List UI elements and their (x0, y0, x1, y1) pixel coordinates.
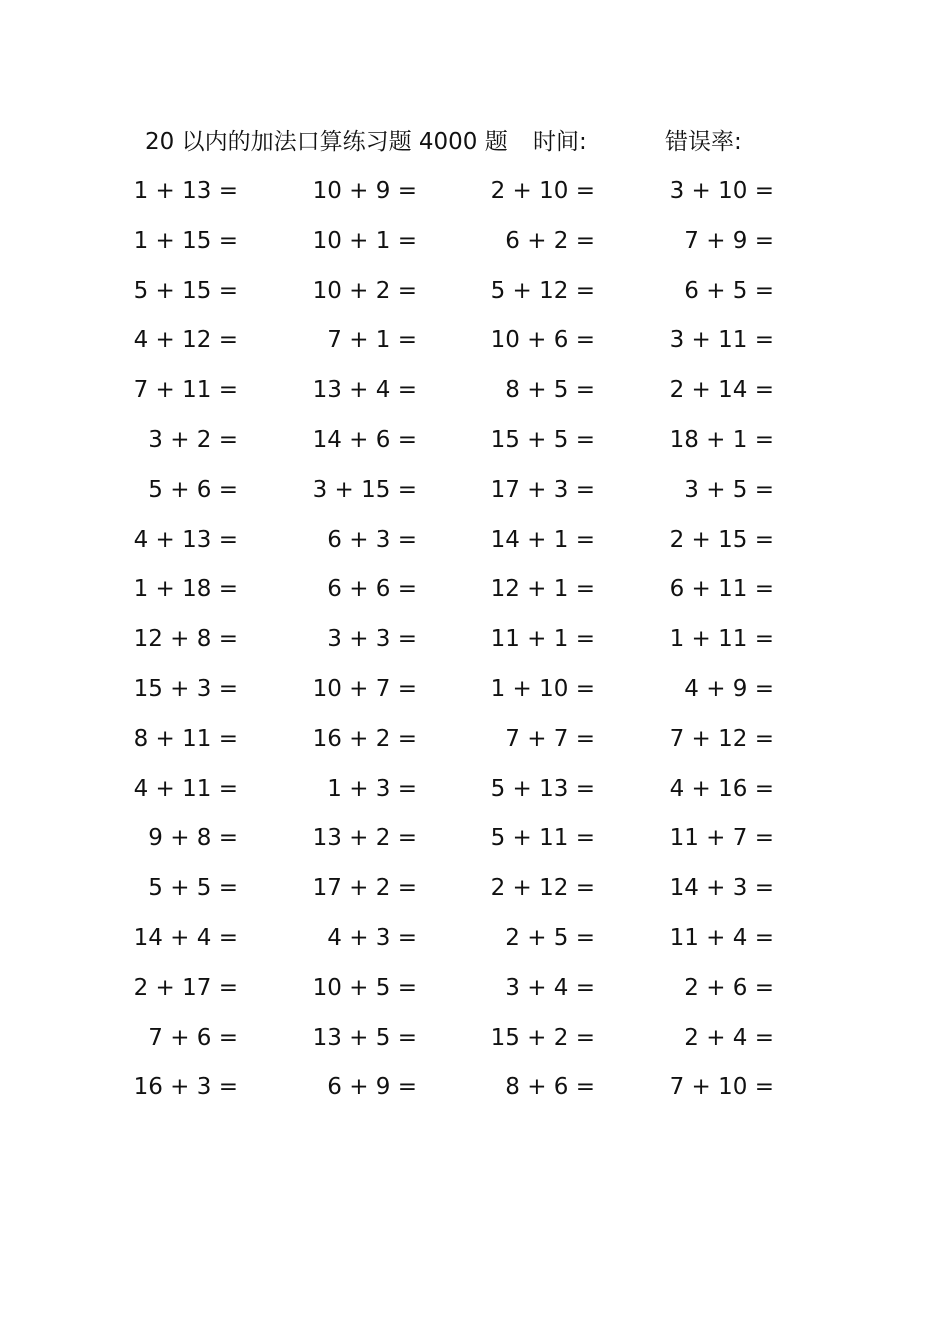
problem-item: 7 + 12 = (669, 725, 774, 752)
problem-item: 7 + 11 = (133, 377, 238, 404)
problem-item: 16 + 3 = (133, 1074, 238, 1101)
problem-item: 15 + 5 = (490, 426, 595, 453)
problem-item: 14 + 6 = (312, 426, 417, 453)
problem-item: 18 + 1 = (669, 426, 774, 453)
problem-row (0, 572, 950, 622)
problem-item: 11 + 1 = (490, 626, 595, 653)
problem-item: 4 + 3 = (327, 924, 417, 951)
problem-item: 3 + 2 = (148, 426, 238, 453)
problem-row (0, 274, 950, 324)
problem-item: 10 + 7 = (312, 675, 417, 702)
problem-item: 3 + 15 = (312, 476, 417, 503)
problem-item: 11 + 4 = (669, 924, 774, 951)
problem-item: 7 + 10 = (669, 1074, 774, 1101)
problem-row (0, 971, 950, 1021)
problem-item: 7 + 6 = (148, 1024, 238, 1051)
problem-row (0, 523, 950, 573)
problem-item: 3 + 10 = (669, 178, 774, 204)
problem-item: 2 + 12 = (490, 875, 595, 902)
problem-item: 4 + 12 = (133, 327, 238, 354)
problem-item: 13 + 2 = (312, 825, 417, 852)
problem-item: 13 + 4 = (312, 377, 417, 404)
problem-item: 2 + 4 = (684, 1024, 774, 1051)
problem-item: 7 + 9 = (684, 227, 774, 254)
problem-item: 6 + 3 = (327, 526, 417, 553)
problem-item: 6 + 11 = (669, 576, 774, 603)
problem-row (0, 373, 950, 423)
problem-item: 10 + 6 = (490, 327, 595, 354)
problem-row (0, 423, 950, 473)
problem-row (0, 1021, 950, 1071)
problem-item: 2 + 6 = (684, 974, 774, 1001)
problem-row (0, 672, 950, 722)
problem-row (0, 821, 950, 871)
problem-row (0, 174, 950, 224)
problem-item: 17 + 2 = (312, 875, 417, 902)
problem-item: 3 + 4 = (505, 974, 595, 1001)
problem-item: 6 + 9 = (327, 1074, 417, 1101)
problem-item: 9 + 8 = (148, 825, 238, 852)
problem-item: 12 + 1 = (490, 576, 595, 603)
problem-item: 2 + 5 = (505, 924, 595, 951)
problem-row (0, 323, 950, 373)
problem-row (0, 473, 950, 523)
problem-item: 6 + 6 = (327, 576, 417, 603)
problem-item: 3 + 3 = (327, 626, 417, 653)
problem-item: 4 + 16 = (669, 775, 774, 802)
problem-item: 4 + 9 = (684, 675, 774, 702)
problem-item: 1 + 10 = (490, 675, 595, 702)
problem-row (0, 921, 950, 971)
problem-item: 6 + 5 = (684, 277, 774, 304)
problem-item: 5 + 5 = (148, 875, 238, 902)
problem-item: 12 + 8 = (133, 626, 238, 653)
problem-item: 10 + 1 = (312, 227, 417, 254)
problem-row (0, 224, 950, 274)
problem-item: 4 + 13 = (133, 526, 238, 553)
problem-item: 1 + 11 = (669, 626, 774, 653)
problem-item: 1 + 18 = (133, 576, 238, 603)
problem-item: 10 + 5 = (312, 974, 417, 1001)
problem-item: 16 + 2 = (312, 725, 417, 752)
problem-row (0, 1070, 950, 1120)
problem-item: 8 + 6 = (505, 1074, 595, 1101)
problem-item: 11 + 7 = (669, 825, 774, 852)
problem-item: 4 + 11 = (133, 775, 238, 802)
problem-item: 3 + 5 = (684, 476, 774, 503)
problem-item: 5 + 11 = (490, 825, 595, 852)
problem-item: 3 + 11 = (669, 327, 774, 354)
problem-item: 15 + 2 = (490, 1024, 595, 1051)
error-rate-label: 错误率: (665, 129, 742, 155)
problem-item: 17 + 3 = (490, 476, 595, 503)
problem-row (0, 772, 950, 822)
problem-item: 7 + 1 = (327, 327, 417, 354)
problem-item: 10 + 9 = (312, 178, 417, 204)
problem-item: 5 + 12 = (490, 277, 595, 304)
time-label: 时间: (533, 129, 587, 155)
problem-item: 5 + 13 = (490, 775, 595, 802)
problem-item: 7 + 7 = (505, 725, 595, 752)
problem-item: 1 + 3 = (327, 775, 417, 802)
problem-row (0, 722, 950, 772)
problem-item: 8 + 5 = (505, 377, 595, 404)
worksheet-header (145, 126, 785, 158)
problem-grid (0, 174, 950, 1120)
problem-row (0, 871, 950, 921)
problem-item: 6 + 2 = (505, 227, 595, 254)
worksheet-title: 20 以内的加法口算练习题 4000 题 (145, 129, 508, 155)
problem-item: 2 + 14 = (669, 377, 774, 404)
problem-item: 14 + 1 = (490, 526, 595, 553)
problem-item: 5 + 15 = (133, 277, 238, 304)
problem-item: 2 + 10 = (490, 178, 595, 204)
problem-item: 5 + 6 = (148, 476, 238, 503)
problem-item: 14 + 4 = (133, 924, 238, 951)
problem-item: 13 + 5 = (312, 1024, 417, 1051)
problem-item: 15 + 3 = (133, 675, 238, 702)
problem-item: 2 + 15 = (669, 526, 774, 553)
problem-item: 1 + 15 = (133, 227, 238, 254)
problem-item: 1 + 13 = (133, 178, 238, 204)
problem-item: 14 + 3 = (669, 875, 774, 902)
problem-item: 8 + 11 = (133, 725, 238, 752)
problem-item: 2 + 17 = (133, 974, 238, 1001)
problem-item: 10 + 2 = (312, 277, 417, 304)
problem-row (0, 622, 950, 672)
